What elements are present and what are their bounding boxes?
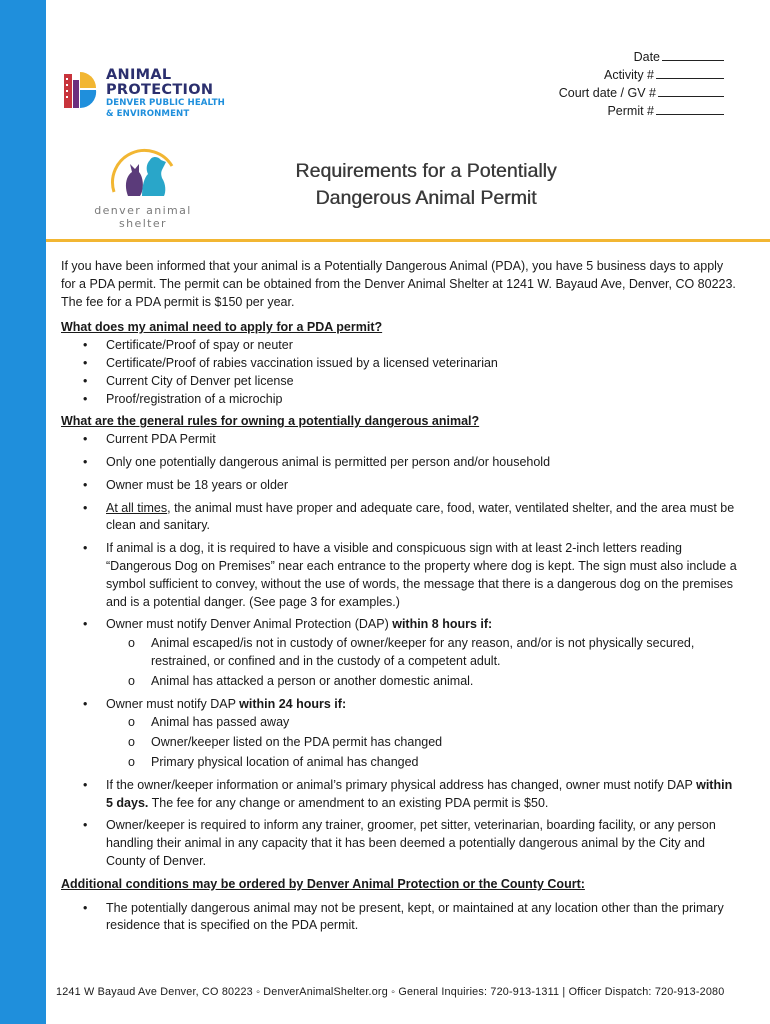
additional-conditions-list [61,900,741,936]
emphasis-underline: At all times [106,500,168,515]
list-item: • Only one potentially dangerous animal is permitted per person and/or household [61,454,741,472]
animal-protection-logo [64,68,234,128]
court-date-field[interactable] [559,84,724,102]
emphasis-bold: within 8 hours if: [392,617,493,632]
list-item: • Certificate/Proof of rabies vaccination issued by a licensed veterinarian [61,355,741,373]
shelter-wordmark: denver animal shelter [94,204,192,230]
intro-paragraph: If you have been informed that your animal is a Potentially Dangerous Animal (PDA), you have 5 business days to apply for a PDA permit. The permit can be obtained from the Denver Animal Shelter at 1241 W. Bayaud Ave, Denver, CO 80223. The fee for a PDA permit is $150 per year. [61,259,736,309]
sub-list-item: o Animal has attacked a person or another domestic animal. [106,673,741,691]
page-title [240,158,612,212]
list-item [61,696,741,772]
item-text: Owner must notify DAP [106,696,240,711]
apply-requirements-list [61,337,741,408]
list-item: • Owner/keeper is required to inform any trainer, groomer, pet sitter, veterinarian, boarding facility, or any person handling their animal in any capacity that it has been deemed a potentially dangerous animal by the City and County of Denver. [61,817,741,870]
list-item [61,500,741,536]
logo-line-environment: & ENVIRONMENT [106,109,190,119]
list-item: • Proof/registration of a microchip [61,391,741,409]
list-item [61,777,741,813]
court-date-label: Court date / GV # [558,86,656,100]
sub-list [106,714,741,771]
activity-blank[interactable] [656,66,724,79]
logo-line-protection: PROTECTION [106,82,214,98]
court-date-blank[interactable] [658,84,724,97]
list-item [61,616,741,690]
permit-blank[interactable] [656,102,724,115]
emphasis-bold: within 24 hours if: [239,696,347,711]
list-item: • Current City of Denver pet license [61,373,741,391]
item-text: The fee for any change or amendment to an existing PDA permit is $50. [148,795,549,810]
cat-and-dog-icon [106,136,180,200]
title-line-2: Dangerous Animal Permit [315,187,537,209]
denver-logo-mark-icon [64,70,98,110]
denver-animal-shelter-logo [78,136,208,230]
list-item: • If animal is a dog, it is required to have a visible and conspicuous sign with at least 2-inch letters reading “Dangerous Dog on Premises” near each entrance to the property where dog is kept. The sign must also include a symbol sufficient to convey, without the use of words, the message that there is a dangerous dog on the premises and is a potential danger. (See page 3 for examples.) [61,540,741,611]
item-text: , the animal must have proper and adequate care, food, water, ventilated shelter, and the area must be clean and sanitary. [106,500,735,533]
date-field[interactable] [559,48,724,66]
list-item: • The potentially dangerous animal may not be present, kept, or maintained at any location other than the primary residence that is specified on the PDA permit. [61,900,741,936]
sub-list [106,635,741,690]
sub-list-item: o Owner/keeper listed on the PDA permit has changed [106,734,741,752]
permit-label: Permit # [607,104,654,118]
list-item: • Current PDA Permit [61,431,741,449]
section-heading-additional: Additional conditions may be ordered by Denver Animal Protection or the County Court: [61,876,585,891]
document-body [61,258,741,935]
divider [46,239,770,242]
logo-line-public-health: DENVER PUBLIC HEALTH [106,98,225,108]
side-accent-bar [0,0,46,1024]
office-use-fields [559,48,724,120]
general-rules-list [61,431,741,871]
list-item: • Certificate/Proof of spay or neuter [61,337,741,355]
date-blank[interactable] [662,48,724,61]
item-text: If the owner/keeper information or animal’s primary physical address has changed, owner must notify DAP [106,777,697,792]
sub-list-item: o Primary physical location of animal has changed [106,754,741,772]
sub-list-item: o Animal has passed away [106,714,741,732]
title-line-1: Requirements for a Potentially [295,160,557,182]
emphasis-bold: within 5 days. [106,777,733,810]
permit-field[interactable] [559,102,724,120]
logo-line-animal: ANIMAL [106,67,172,83]
list-item: • Owner must be 18 years or older [61,477,741,495]
section-heading-apply: What does my animal need to apply for a PDA permit? [61,320,383,335]
activity-label: Activity # [603,68,654,82]
section-heading-rules: What are the general rules for owning a potentially dangerous animal? [61,414,480,429]
date-label: Date [633,50,660,64]
sub-list-item: o Animal escaped/is not in custody of owner/keeper for any reason, and/or is not physically secured, restrained, or confined and in the custody of a competent adult. [106,635,741,671]
page-footer: 1241 W Bayaud Ave Denver, CO 80223 ◦ DenverAnimalShelter.org ◦ General Inquiries: 720-913-1311 | Officer Dispatch: 720-913-2080 [56,986,725,998]
item-text: Owner must notify Denver Animal Protection (DAP) [106,617,393,632]
activity-field[interactable] [559,66,724,84]
